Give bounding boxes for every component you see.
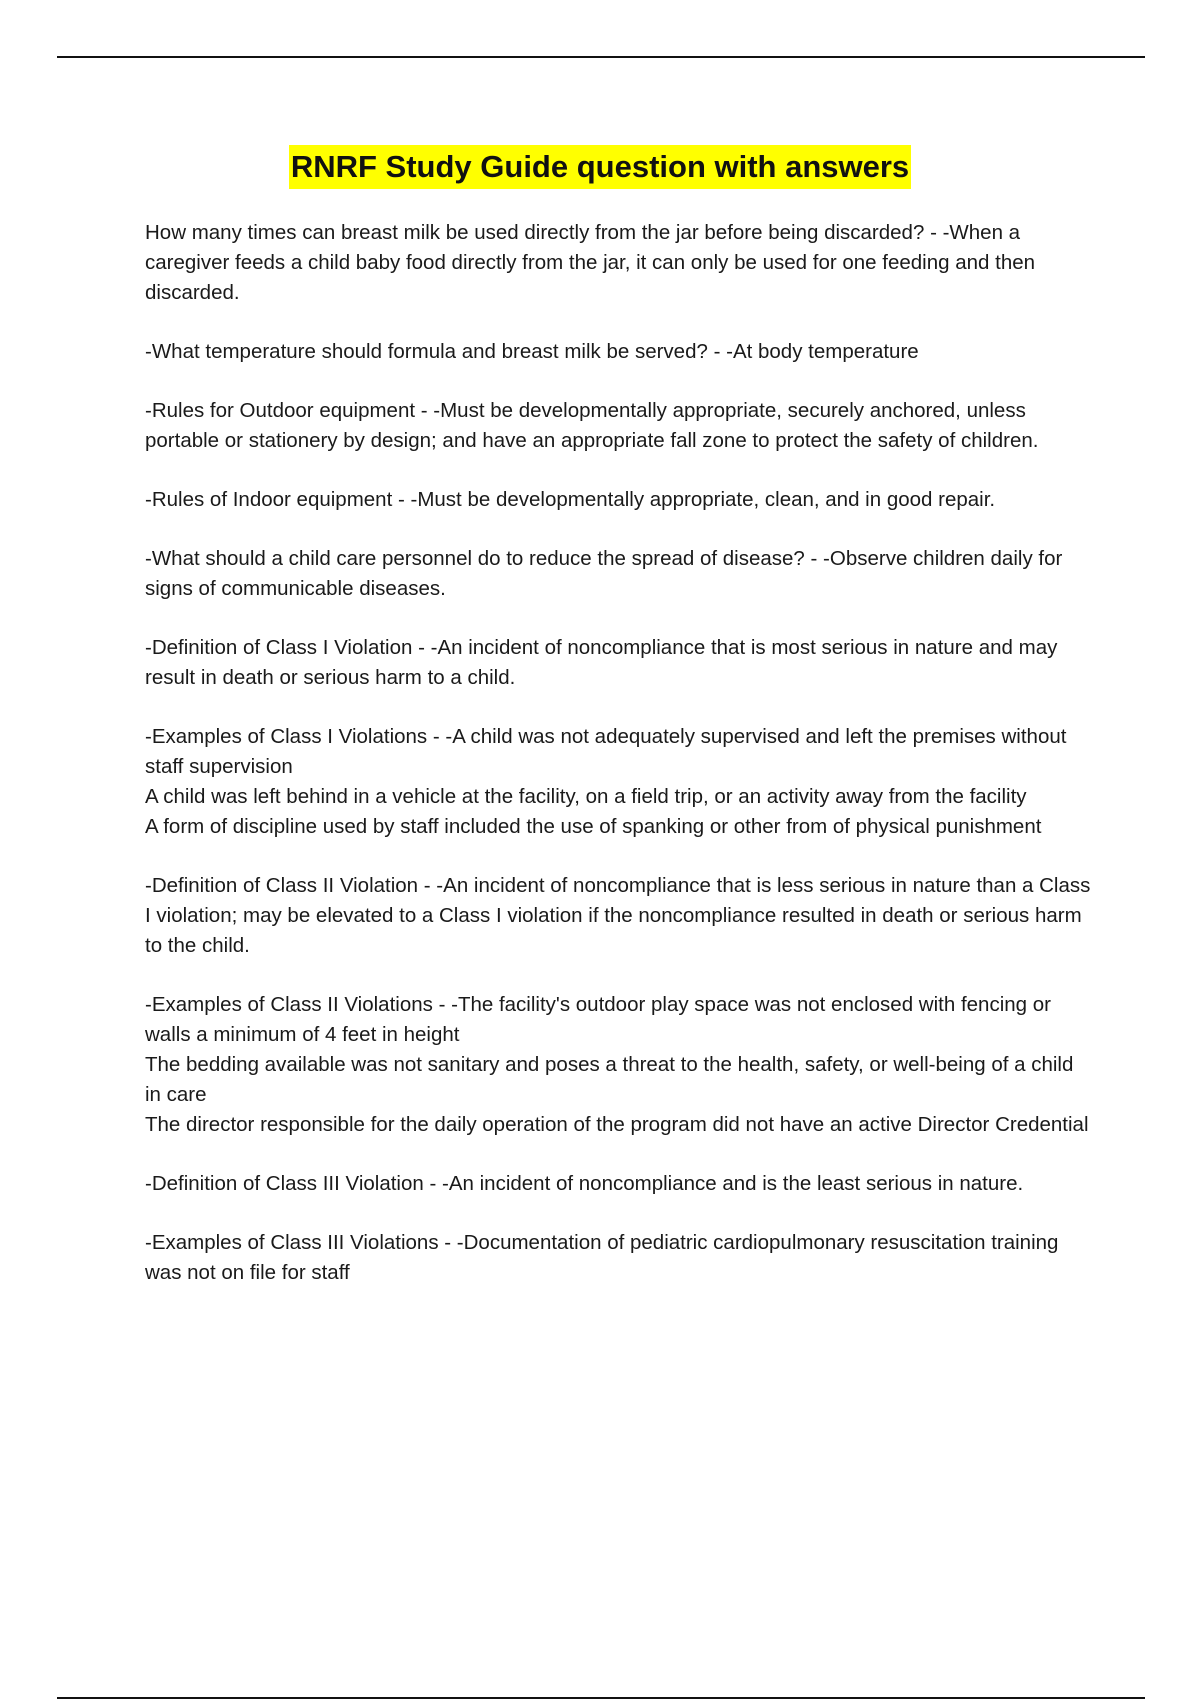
answer-text: When a caregiver feeds a child baby food directly from the jar, it can only be used for one feeding and then discarded. — [145, 221, 1036, 304]
qa-separator: - - — [418, 874, 444, 897]
qa-separator: - - — [707, 340, 733, 363]
question-text: -Definition of Class III Violation — [145, 1172, 424, 1195]
qa-separator: - - — [804, 547, 830, 570]
question-text: -What temperature should formula and breast milk be served? — [145, 340, 708, 363]
qa-separator: - - — [427, 725, 453, 748]
qa-line — [145, 633, 1095, 693]
qa-entry — [145, 1169, 1095, 1199]
qa-separator: - - — [438, 1231, 464, 1254]
qa-separator: - - — [423, 1172, 449, 1195]
qa-separator: - - — [392, 488, 418, 511]
qa-line — [145, 337, 1095, 367]
qa-entry — [145, 990, 1095, 1140]
qa-entry — [145, 1228, 1095, 1288]
qa-line — [145, 722, 1095, 782]
qa-entry — [145, 544, 1095, 604]
qa-entry — [145, 337, 1095, 367]
qa-line — [145, 1228, 1095, 1288]
header-rule — [57, 56, 1145, 58]
answer-text: A child was not adequately supervised and left the premises without staff supervision — [145, 725, 1067, 778]
qa-entry — [145, 871, 1095, 961]
qa-line — [145, 1169, 1095, 1199]
question-text: -Rules for Outdoor equipment — [145, 399, 416, 422]
answer-text: An incident of noncompliance that is less serious in nature than a Class I violation; may be elevated to a Class I violation if the noncompliance resulted in death or serious harm to the child. — [145, 874, 1091, 957]
qa-line — [145, 990, 1095, 1050]
answer-text: Must be developmentally appropriate, securely anchored, unless portable or stationery by design; and have an appropriate fall zone to protect the safety of children. — [145, 399, 1039, 452]
qa-entry — [145, 396, 1095, 456]
title-block — [0, 145, 1200, 189]
qa-line — [145, 396, 1095, 456]
qa-entry — [145, 485, 1095, 515]
question-text: How many times can breast milk be used directly from the jar before being discarded? — [145, 221, 925, 244]
qa-line — [145, 871, 1095, 961]
answer-text: Documentation of pediatric cardiopulmonary resuscitation training was not on file for staff — [145, 1231, 1059, 1284]
qa-entry — [145, 722, 1095, 842]
qa-separator: - - — [924, 221, 950, 244]
document-title: RNRF Study Guide question with answers — [289, 145, 911, 189]
qa-line — [145, 218, 1095, 308]
answer-text: Observe children daily for signs of communicable diseases. — [145, 547, 1063, 600]
qa-separator: - - — [415, 399, 441, 422]
answer-text: The facility's outdoor play space was not enclosed with fencing or walls a minimum of 4 feet in height — [145, 993, 1051, 1046]
question-text: -Definition of Class II Violation — [145, 874, 419, 897]
question-text: -Rules of Indoor equipment — [145, 488, 393, 511]
question-text: -Examples of Class III Violations — [145, 1231, 439, 1254]
answer-text: An incident of noncompliance that is most serious in nature and may result in death or serious harm to a child. — [145, 636, 1058, 689]
question-text: -Examples of Class II Violations — [145, 993, 433, 1016]
answer-continuation: The bedding available was not sanitary and poses a threat to the health, safety, or well-being of a child in care — [145, 1053, 1074, 1106]
document-body — [145, 218, 1095, 1317]
answer-text: At body temperature — [732, 340, 919, 363]
qa-separator: - - — [432, 993, 458, 1016]
qa-entry — [145, 218, 1095, 308]
qa-line — [145, 544, 1095, 604]
question-text: -What should a child care personnel do to reduce the spread of disease? — [145, 547, 805, 570]
answer-continuation: A form of discipline used by staff included the use of spanking or other from of physical punishment — [145, 815, 1042, 838]
answer-continuation: A child was left behind in a vehicle at the facility, on a field trip, or an activity away from the facility — [145, 785, 1027, 808]
qa-separator: - - — [412, 636, 438, 659]
answer-text: An incident of noncompliance and is the least serious in nature. — [448, 1172, 1024, 1195]
qa-line — [145, 485, 1095, 515]
qa-entry — [145, 633, 1095, 693]
answer-continuation: The director responsible for the daily operation of the program did not have an active Director Credential — [145, 1113, 1089, 1136]
question-text: -Examples of Class I Violations — [145, 725, 428, 748]
question-text: -Definition of Class I Violation — [145, 636, 413, 659]
footer-rule — [57, 1697, 1145, 1699]
answer-text: Must be developmentally appropriate, clean, and in good repair. — [417, 488, 996, 511]
